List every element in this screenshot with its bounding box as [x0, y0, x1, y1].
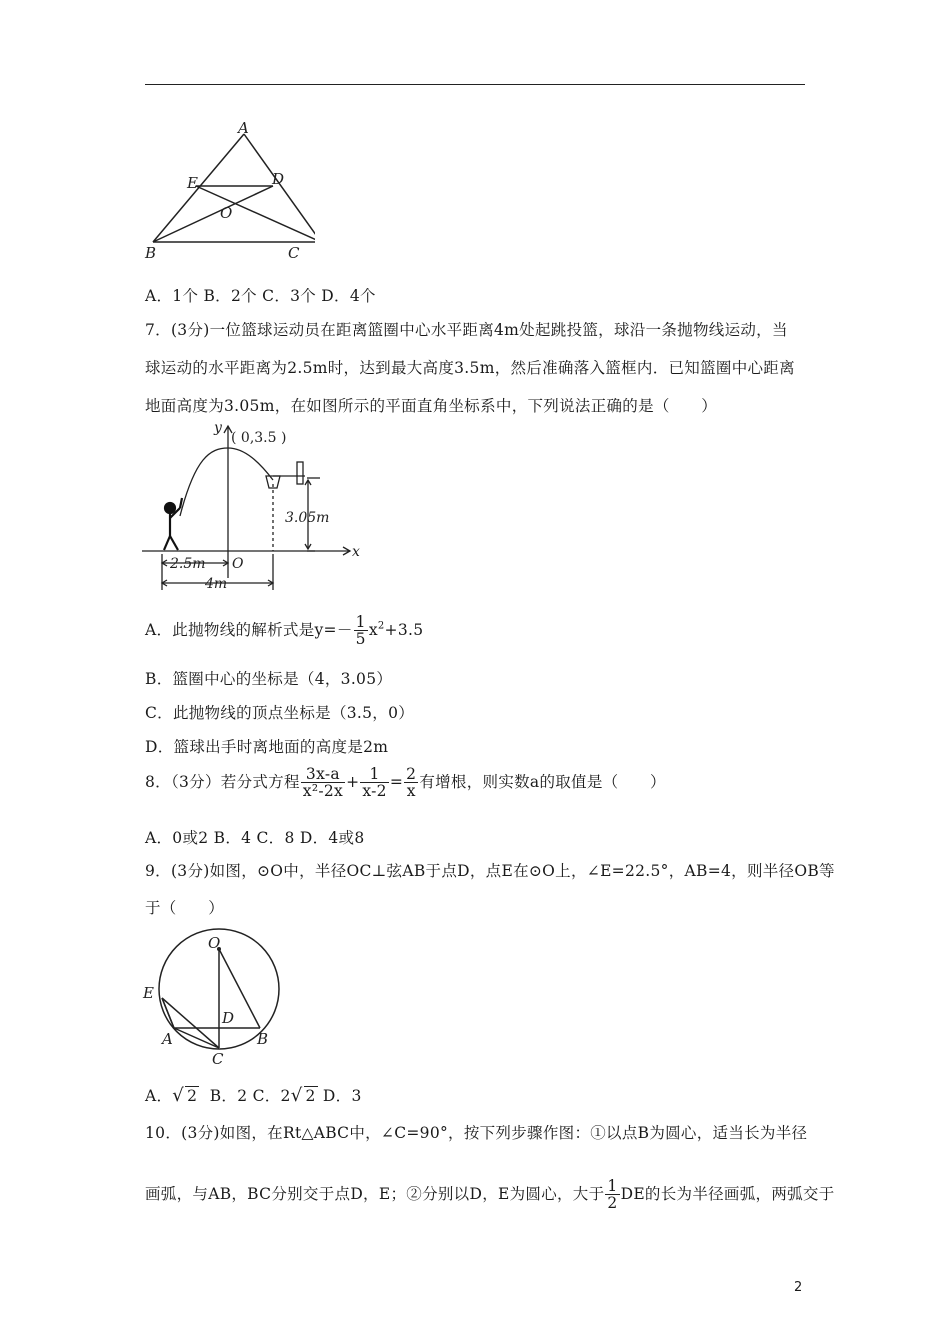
- q9-options: A．√ 2 B．2 C．2√ 2 D．3: [145, 1085, 362, 1106]
- axis-x-label: x: [352, 544, 360, 560]
- label-E: E: [143, 984, 154, 1002]
- sqrt-icon: √: [172, 1085, 185, 1106]
- label-D: D: [222, 1009, 235, 1027]
- page-number: 2: [794, 1280, 803, 1295]
- origin-label: O: [232, 556, 244, 572]
- q6-options: A．1个 B．2个 C．3个 D．4个: [145, 287, 376, 305]
- label-C: C: [212, 1050, 224, 1068]
- q7-line2: 球运动的水平距离为2.5m时，达到最大高度3.5m，然后准确落入篮框内．已知篮圈中心距离: [145, 359, 795, 377]
- hoop-height-label: 3.05m: [285, 510, 330, 526]
- label-B: B: [257, 1030, 269, 1048]
- dist-2-5-label: 2.5m: [170, 556, 206, 572]
- q9-line2: 于（ ）: [145, 899, 225, 917]
- q7-line1: 7．(3分)一位篮球运动员在距离篮圈中心水平距离4m处起跳投篮，球沿一条抛物线运动，当: [145, 321, 788, 339]
- q10-line2: 画弧，与AB，BC分别交于点D，E；②分别以D，E为圆心，大于 $\frac{1}{2}$ DE的长为半径画弧，两弧交于: [145, 1177, 835, 1213]
- label-O: O: [220, 204, 233, 222]
- q9-line1: 9．(3分)如图，⊙O中，半径OC⊥弦AB于点D，点E在⊙O上，∠E=22.5°，AB=4，则半径OB等: [145, 862, 835, 880]
- q8-question: 8．（3分）若分式方程 $\frac{3x-a}{\text{x²-2x}}$ + $\frac{1}{x-2}$ = $\frac{2}{x}$ 有增根，则实数a的取值是（ ）: [145, 765, 666, 801]
- fraction-3: $\frac{2}{x}$: [406, 765, 417, 801]
- label-B: B: [145, 244, 157, 262]
- header-rule: [145, 84, 805, 85]
- dist-4-label: 4m: [205, 576, 228, 592]
- label-E: E: [187, 174, 198, 192]
- label-A: A: [162, 1030, 173, 1048]
- fraction-one-half: $\frac{1}{2}$: [607, 1177, 618, 1213]
- fraction-1: $\frac{3x-a}{\text{x²-2x}}$: [302, 765, 344, 801]
- fraction-one-fifth: $\frac{1}{5}$: [355, 613, 366, 649]
- vertex-label: ( 0,3.5 ): [231, 430, 287, 446]
- circle-figure: [140, 928, 310, 1068]
- sqrt-icon: √: [290, 1085, 303, 1106]
- label-D: D: [272, 170, 285, 188]
- q7-option-b: B．篮圈中心的坐标是（4，3.05）: [145, 670, 393, 688]
- q10-line1: 10．(3分)如图，在Rt△ABC中，∠C=90°，按下列步骤作图：①以点B为圆心，适当长为半径: [145, 1124, 808, 1142]
- q7-option-c: C．此抛物线的顶点坐标是（3.5，0）: [145, 704, 415, 722]
- fraction-2: $\frac{1}{x-2}$: [362, 765, 387, 801]
- axis-y-label: y: [214, 420, 222, 436]
- label-C: C: [288, 244, 300, 262]
- q7-line3: 地面高度为3.05m，在如图所示的平面直角坐标系中，下列说法正确的是（ ）: [145, 397, 718, 415]
- q8-options: A．0或2 B．4 C．8 D．4或8: [145, 829, 365, 847]
- basketball-figure: [140, 418, 365, 598]
- q7-option-d: D．篮球出手时离地面的高度是2m: [145, 738, 389, 756]
- label-O: O: [208, 934, 221, 952]
- q7-option-a: A．此抛物线的解析式是y=－ $\frac{1}{5}$ $x^2+3.5$: [145, 613, 424, 649]
- label-A: A: [238, 119, 249, 137]
- triangle-figure: [140, 118, 315, 263]
